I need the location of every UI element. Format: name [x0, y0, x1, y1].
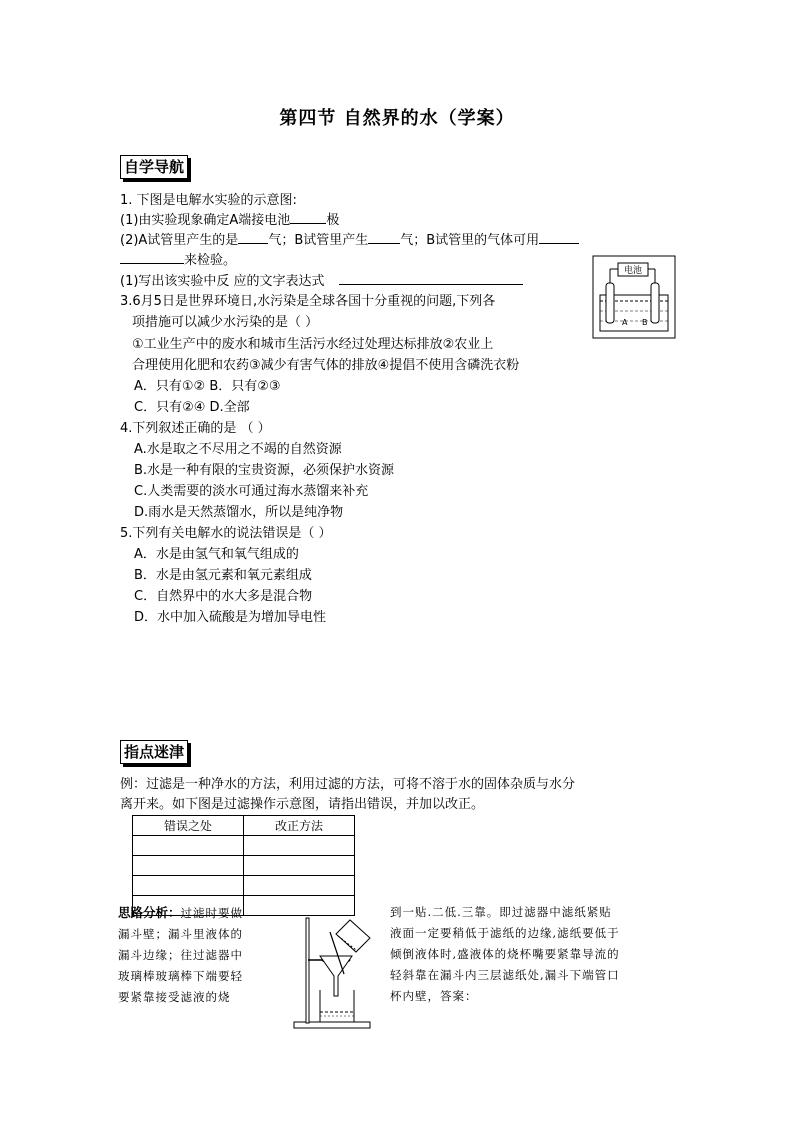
table-header: 错误之处 — [133, 816, 244, 836]
q1-part3 — [120, 272, 523, 291]
blank[interactable] — [238, 231, 268, 244]
q1-part1-text-a: (1)由实验现象确定A端接电池 — [120, 213, 291, 228]
table-cell[interactable] — [133, 836, 244, 856]
q5-option-c: C．自然界中的水大多是混合物 — [134, 589, 313, 604]
table-row — [133, 836, 355, 856]
q1-stem: 1. 下图是电解水实验的示意图: — [120, 193, 297, 208]
q3-options-2: 合理使用化肥和农药③减少有害气体的排放④提倡不使用含磷洗衣粉 — [132, 358, 520, 373]
tube-b-label: B — [642, 318, 648, 327]
filtration-diagram — [292, 912, 382, 1030]
tube-a-label: A — [622, 318, 628, 327]
table-cell[interactable] — [133, 856, 244, 876]
analysis-text: 过滤时要做 — [180, 906, 244, 920]
q3-stem: 3.6月5日是世界环境日,水污染是全球各国十分重视的问题,下列各 — [120, 294, 496, 309]
analysis-left-line — [118, 902, 243, 924]
analysis-label: 思路分析： — [118, 905, 181, 920]
q4-stem: 4.下列叙述正确的是 （ ） — [120, 421, 271, 436]
q1-part2-text-b: 气；B试管里产生 — [268, 233, 369, 248]
table-cell[interactable] — [244, 836, 355, 856]
analysis-left — [118, 902, 243, 1008]
table-row — [133, 856, 355, 876]
analysis-right-line: 到一贴.二低.三靠。即过滤器中滤纸紧贴 — [390, 905, 612, 919]
q1-part2 — [120, 231, 579, 250]
q3-stem2: 项措施可以减少水污染的是（ ） — [132, 315, 319, 330]
page-title: 第四节 自然界的水（学案） — [279, 108, 515, 129]
section-header-guidance: 指点迷津 — [120, 740, 188, 764]
table-header: 改正方法 — [244, 816, 355, 836]
analysis-right — [390, 902, 620, 1007]
q5-stem: 5.下列有关电解水的说法错误是（ ） — [120, 526, 332, 541]
table-cell[interactable] — [244, 876, 355, 896]
analysis-right-line: 轻斜靠在漏斗内三层滤纸处,漏斗下端管口 — [390, 968, 620, 982]
blank[interactable] — [339, 272, 523, 285]
q5-option-a: A．水是由氢气和氧气组成的 — [134, 547, 299, 562]
example-line-2: 离开来。如下图是过滤操作示意图，请指出错误，并加以改正。 — [120, 797, 485, 812]
analysis-right-line: 液面一定要稍低于滤纸的边缘,滤纸要低于 — [390, 926, 620, 940]
q1-part1 — [120, 211, 339, 230]
q1-part2-text-d: 来检验。 — [184, 253, 237, 268]
q1-part3-text: (1)写出该实验中反 应的文字表达式 — [120, 274, 325, 289]
q1-part2-cont — [120, 251, 236, 270]
analysis-left-line: 漏斗壁；漏斗里液体的 — [118, 927, 243, 941]
error-correction-table — [132, 815, 355, 916]
analysis-left-line: 漏斗边缘；往过滤器中 — [118, 948, 243, 962]
q1-part1-text-b: 极 — [326, 213, 340, 228]
table-header-row — [133, 816, 355, 836]
section-header-self-study: 自学导航 — [120, 155, 188, 179]
example-line-1: 例：过滤是一种净水的方法，利用过滤的方法，可将不溶于水的固体杂质与水分 — [120, 777, 576, 792]
q1-part2-text-a: (2)A试管里产生的是 — [120, 233, 239, 248]
analysis-left-line: 玻璃棒玻璃棒下端要轻 — [118, 969, 243, 983]
analysis-right-line: 倾倒液体时,盛液体的烧杯嘴要紧靠导流的 — [390, 947, 620, 961]
blank[interactable] — [120, 251, 184, 264]
q1-part2-text-c: 气；B试管里的气体可用 — [400, 233, 540, 248]
blank[interactable] — [539, 231, 579, 244]
blank[interactable] — [368, 231, 400, 244]
table-cell[interactable] — [244, 856, 355, 876]
table-row — [133, 876, 355, 896]
table-cell[interactable] — [133, 876, 244, 896]
q5-option-d: D．水中加入硫酸是为增加导电性 — [134, 610, 327, 625]
electrolysis-diagram — [592, 255, 676, 339]
blank[interactable] — [290, 211, 326, 224]
q3-choices-1: A．只有①② B．只有②③ — [134, 379, 281, 394]
q3-choices-2: C．只有②④ D.全部 — [134, 400, 250, 415]
q4-option-b: B.水是一种有限的宝贵资源，必须保护水资源 — [134, 463, 395, 478]
q4-option-d: D.雨水是天然蒸馏水，所以是纯净物 — [134, 505, 344, 520]
q5-option-b: B．水是由氢元素和氧元素组成 — [134, 568, 312, 583]
q4-option-c: C.人类需要的淡水可通过海水蒸馏来补充 — [134, 484, 369, 499]
analysis-left-line: 要紧靠接受滤液的烧 — [118, 990, 231, 1004]
analysis-right-line: 杯内壁，答案： — [390, 989, 478, 1003]
q4-option-a: A.水是取之不尽用之不竭的自然资源 — [134, 442, 342, 457]
battery-label: 电池 — [623, 266, 643, 276]
q3-options-1: ①工业生产中的废水和城市生活污水经过处理达标排放②农业上 — [132, 337, 494, 352]
